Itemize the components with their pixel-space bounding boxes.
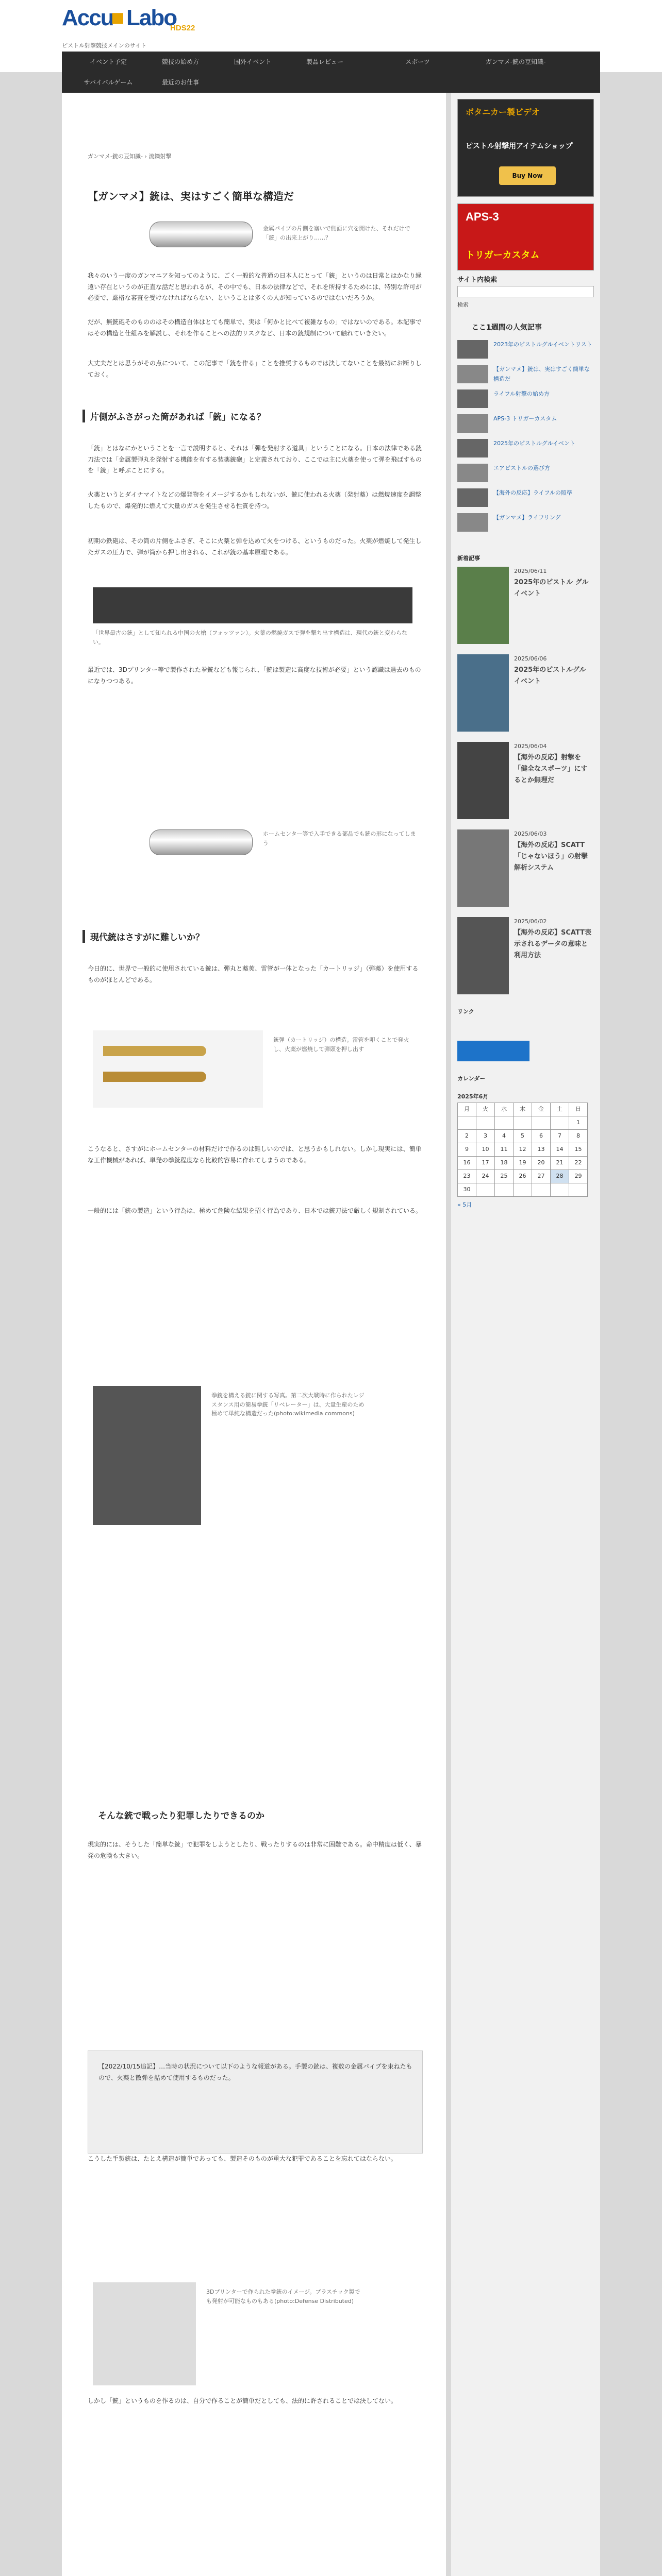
rank-item[interactable]: 【ガンマメ】銃は、実はすごく簡単な構造だ xyxy=(493,366,590,382)
paragraph: 現実的には、そうした「簡単な銃」で犯罪をしようとしたり、戦ったりするのは非常に困難である。命中精度は低く、暴発の危険も大きい。 xyxy=(88,1841,422,1859)
main-nav xyxy=(62,52,600,72)
quote-text: 【2022/10/15追記】…当時の状況について以下のような報道がある。手製の銃は、複数の金属パイプを束ねたもので、火薬と散弾を詰めて使用するものだった。 xyxy=(98,2063,412,2081)
rank-heading: ここ1週間の人気記事 xyxy=(472,324,542,332)
search-input[interactable] xyxy=(457,286,594,297)
gun-pipe-image xyxy=(150,222,253,247)
pistol-photo xyxy=(93,1386,201,1525)
calendar-month: 2025年6月 xyxy=(457,1093,489,1100)
paragraph: こうした手製銃は、たとえ構造が簡単であっても、製造そのものが重大な犯罪であることを忘れてはならない。 xyxy=(88,2155,397,2162)
nav-item-reviews[interactable]: 製品レビュー xyxy=(306,58,343,65)
paragraph: 一般的には「銃の製造」という行為は、極めて危険な結果を招く行為であり、日本では銃刀法で厳しく規制されている。 xyxy=(88,1207,422,1214)
cartridge-diagram xyxy=(93,1030,263,1108)
nav-item-start[interactable]: 競技の始め方 xyxy=(161,58,199,65)
nav-item-sports[interactable]: スポーツ xyxy=(405,58,430,65)
link-heading: リンク xyxy=(457,1008,474,1015)
article-main xyxy=(62,93,446,2576)
image-caption-4: 銃弾（カートリッジ）の構造。雷管を叩くことで発火し、火薬が燃焼して弾頭を押し出す xyxy=(273,1037,409,1053)
paragraph: 我々のいう一度のガンマニアを知ってのように、ごく一般的な普通の日本人にとって「銃」というのは日常とはかなり縁遠い存在というのが正直な話だと思われるが、その中でも、日本の法律などで、それを所持するためには、特別な許可が必要で、厳格な審査を受けなければならない、ということは多くの人が知っているのではないだろうか。 xyxy=(88,272,422,302)
paragraph: だが、無銃砲そのもののはその構造自体はとても簡単で、実は「何かと比べて複雑なもの」ではないのである。本記事ではその構造と仕組みを解説し、それを作ることへの法的リスクなど、日本の銃規制について触れていきたい。 xyxy=(88,318,422,337)
logo-text-2: Labo xyxy=(126,5,177,30)
news-title[interactable]: 【海外の反応】SCATT「じゃないほう」の射撃解析システム xyxy=(514,841,588,872)
site-tagline: ピストル射撃競技メインのサイト xyxy=(62,42,147,49)
rank-item[interactable]: 2025年のピストルグルイベント xyxy=(493,440,575,447)
logo-sub: HDS22 xyxy=(170,24,195,32)
news-title[interactable]: 【海外の反応】射撃を「健全なスポーツ」にするとか無理だ xyxy=(514,754,588,785)
ad-title: ボタニカー製ビデオ xyxy=(466,107,540,117)
nav-item-work[interactable]: 最近のお仕事 xyxy=(161,79,199,86)
new-heading: 新着記事 xyxy=(457,555,480,562)
section-heading: 片側がふさがった筒があれば「銃」になる？ xyxy=(82,410,423,422)
page-title: 【ガンマメ】銃は、実はすごく簡単な構造だ xyxy=(88,190,294,202)
logo-text: Accu xyxy=(62,5,113,30)
rank-item[interactable]: APS-3 トリガーカスタム xyxy=(493,415,557,422)
link-banner[interactable] xyxy=(457,1041,529,1061)
ad-title: APS-3 xyxy=(466,210,499,223)
news-date: 2025/06/11 xyxy=(514,568,547,574)
news-date: 2025/06/06 xyxy=(514,655,547,662)
search-heading: サイト内検索 xyxy=(457,276,498,284)
rank-item[interactable]: 【海外の反応】ライフルの照準 xyxy=(493,489,572,496)
rank-list xyxy=(457,340,594,546)
paragraph: 大丈夫だとは思うがその点について、この記事で「銃を作る」ことを推奨するものでは決してないことを最初にお断りしておく。 xyxy=(88,360,422,378)
rank-item[interactable]: エアピストルの選び方 xyxy=(493,465,550,471)
3d-gun-photo xyxy=(93,2282,196,2385)
section-heading: そんな銃で戦ったり犯罪したりできるのか xyxy=(98,1811,264,1821)
news-date: 2025/06/02 xyxy=(514,918,547,925)
paragraph: こうなると、さすがにホームセンターの材料だけで作るのは難しいのでは、と思うかもしれない。しかし現実には、簡単な工作機械があれば、単発の拳銃程度なら比較的容易に作れてしまうのである。 xyxy=(88,1145,422,1164)
gun-pipe-image-2 xyxy=(150,829,253,855)
rank-item[interactable]: ライフル射撃の始め方 xyxy=(493,391,550,397)
section-heading: 現代銃はさすがに難しいか？ xyxy=(82,930,423,943)
paragraph: しかし「銃」というものを作るのは、自分で作ることが簡単だとしても、法的に許されることでは決してない。 xyxy=(88,2397,398,2404)
rank-item[interactable]: 【ガンマメ】ライフリング xyxy=(493,514,561,521)
news-date: 2025/06/04 xyxy=(514,743,547,750)
nav-item-trivia[interactable]: ガンマメ-銃の豆知識- xyxy=(485,58,546,65)
breadcrumb: ガンマメ-銃の豆知識- › 流鏑射撃 xyxy=(88,153,172,160)
paragraph: 初期の鉄砲は、その筒の片側をふさぎ、そこに火薬と弾を込めて火をつける、というものだった。火薬が燃焼して発生したガスの圧力で、弾が筒から押し出される、これが銃の基本原理である。 xyxy=(88,537,422,556)
ad-banner-aps3[interactable] xyxy=(457,204,594,270)
calendar-heading: カレンダー xyxy=(457,1075,486,1082)
paragraph: 火薬というとダイナマイトなどの爆発物をイメージするかもしれないが、銃に使われる火薬（発射薬）は燃焼速度を調整したもので、爆発的に燃えて大量のガスを発生させる性質を持つ。 xyxy=(88,491,422,510)
calendar-prev-link[interactable]: « 5月 xyxy=(457,1201,472,1208)
image-caption-6: 3Dプリンターで作られた拳銃のイメージ。プラスチック製でも発射が可能なものもある(photo:Defense Distributed) xyxy=(206,2289,360,2304)
news-list xyxy=(457,567,594,1082)
nav-item-overseas[interactable]: 国外イベント xyxy=(234,58,271,65)
calendar-table: 月 火 水 木 金 土 日 1 2 3 4 5 6 7 8 9 10 11 12 13 14 15 16 17 18 19 20 21 22 23 24 25 26 27 28 29 30 xyxy=(457,1103,588,1197)
paragraph: 「銃」とはなにかということを一言で説明すると、それは「弾を発射する道具」ということになる。日本の法律である銃刀法では「金属製弾丸を発射する機能を有する装薬銃砲」と定義されており、ここでは主に火薬を使って弾を飛ばすものを「銃」と呼ぶことにする。 xyxy=(88,445,422,474)
news-date: 2025/06/03 xyxy=(514,831,547,837)
ad-text: トリガーカスタム xyxy=(466,250,540,261)
nav-item-events[interactable]: イベント予定 xyxy=(89,58,127,65)
image-caption-5: 拳銃を構える銃に関する写真。第二次大戦時に作られたレジスタンス用の簡易拳銃「リベレーター」は、大量生産のため極めて単純な構造だった(photo:wikimedia commons) xyxy=(211,1392,365,1417)
sidebar xyxy=(451,93,600,2576)
image-caption-2: 「世界最古の銃」として知られる中国の火槍（フォッツァン）。火薬の燃焼ガスで弾を撃ち出す構造は、現代の銃と変わらない。 xyxy=(93,630,407,646)
image-caption-3: ホームセンター等で入手できる部品でも銃の形になってしまう xyxy=(263,831,416,846)
news-title[interactable]: 【海外の反応】SCATT表示されるデータの意味と利用方法 xyxy=(514,929,591,960)
buy-now-button[interactable]: Buy Now xyxy=(499,166,556,185)
image-caption-1: 金属パイプの片側を塞いで側面に穴を開けた、それだけで「銃」の出来上がり……？ xyxy=(263,225,410,241)
sub-nav xyxy=(62,72,600,93)
rank-item[interactable]: 2023年のピストルグルイベントリスト xyxy=(493,341,592,348)
nav-item-survival[interactable]: サバイバルゲーム xyxy=(84,79,133,86)
news-title[interactable]: 2025年のピストルグルイベント xyxy=(514,666,586,686)
ad-banner-1[interactable] xyxy=(457,99,594,197)
paragraph: 最近では、3Dプリンター等で製作された拳銃なども報じられ、「銃は製造に高度な技術が必要」という認識は過去のものになりつつある。 xyxy=(88,666,421,685)
paragraph: 今日的に、世界で一般的に使用されている銃は、弾丸と薬莢、雷管が一体となった「カートリッジ」（弾薬）を使用するものがほとんどである。 xyxy=(88,965,419,984)
fire-lance-image xyxy=(93,587,412,623)
site-logo[interactable]: Accu ■ Labo HDS22 ピストル射撃競技メインのサイト xyxy=(62,5,196,41)
ad-text: ピストル射撃用アイテムショップ xyxy=(466,142,573,150)
news-title[interactable]: 2025年のピストル グルイベント xyxy=(514,579,589,598)
search-button[interactable]: 検索 xyxy=(457,301,469,308)
quote-box xyxy=(88,2050,423,2154)
